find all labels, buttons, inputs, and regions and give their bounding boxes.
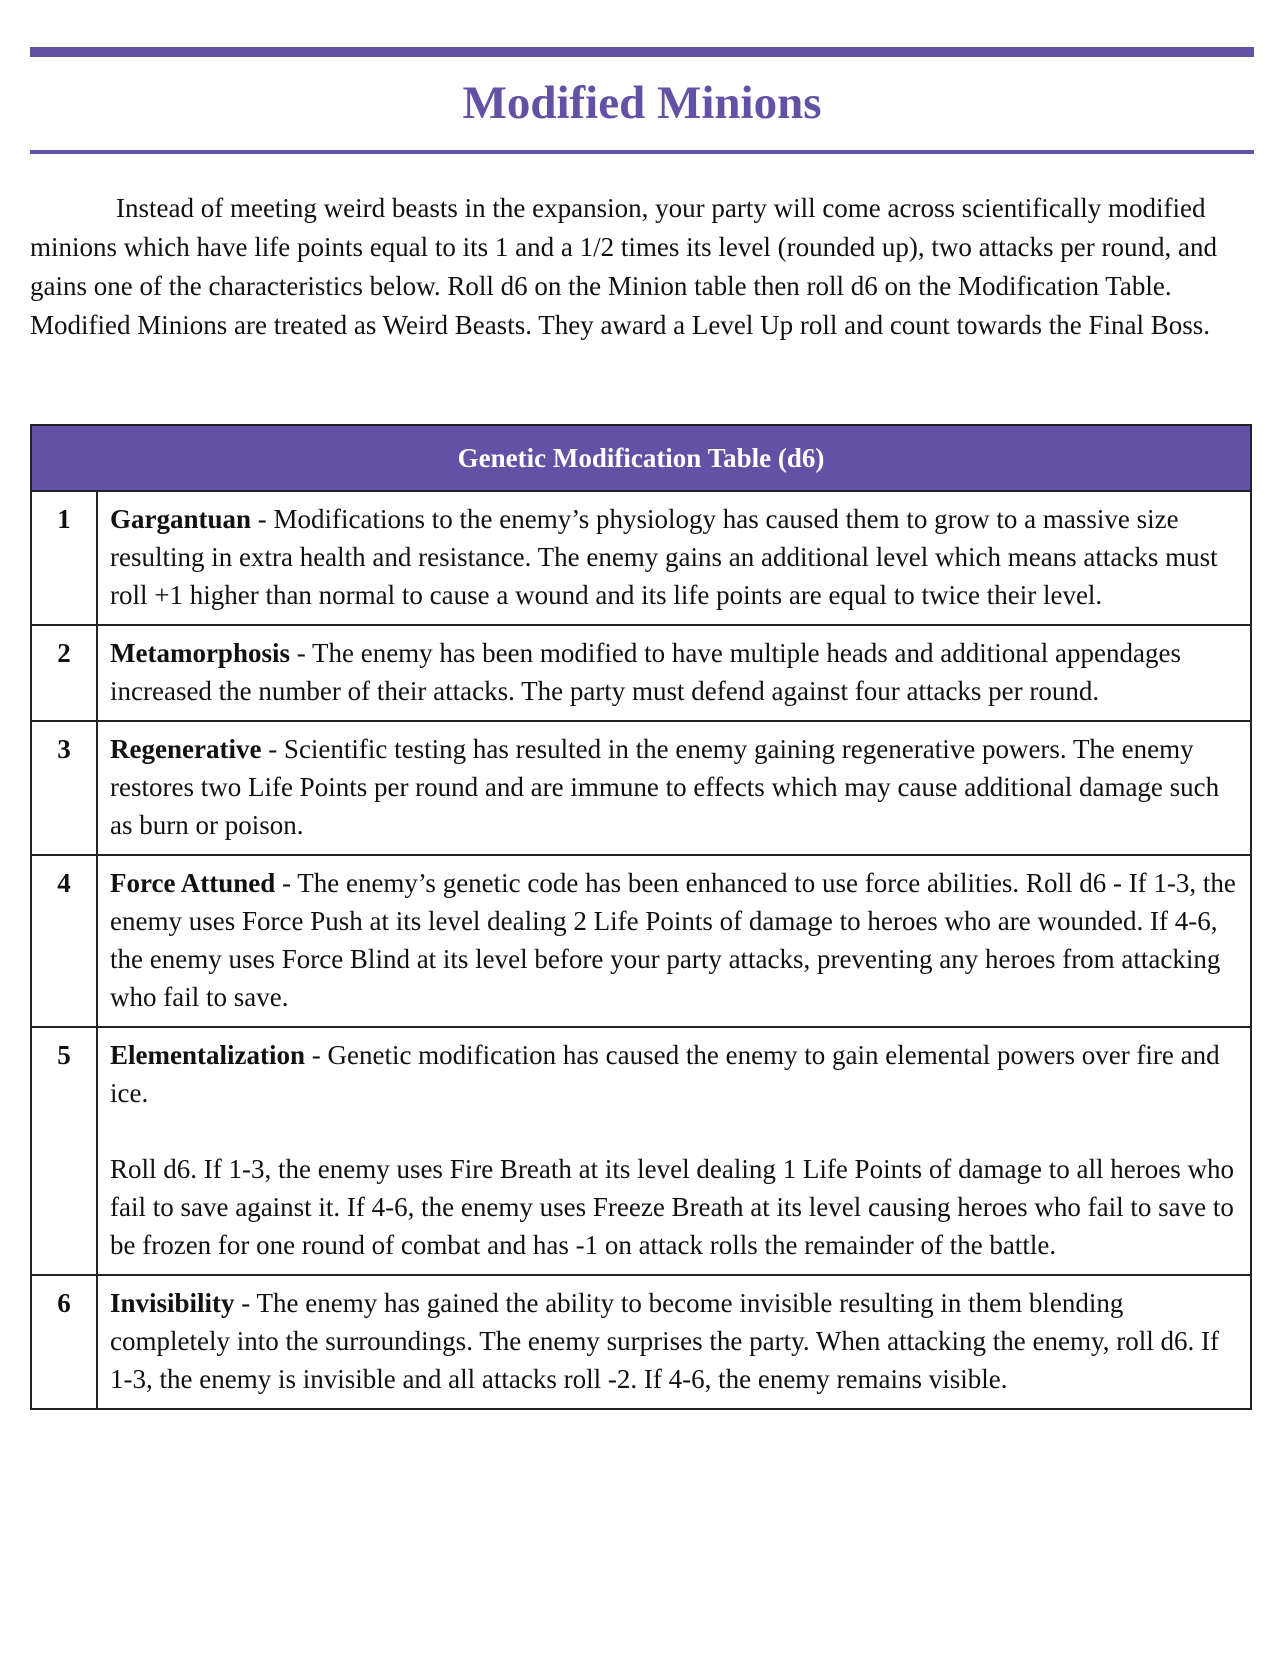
table-row bbox=[31, 721, 1251, 855]
modification-name: Regenerative bbox=[110, 734, 262, 764]
modification-description bbox=[97, 1275, 1251, 1409]
table-row bbox=[31, 1275, 1251, 1409]
intro-paragraph: Instead of meeting weird beasts in the expansion, your party will come across scientifically modified minions which have life points equal to its 1 and a 1/2 times its level (rounded up), two attacks per round, and gains one of the characteristics below. Roll d6 on the Minion table then roll d6 on the Modification Table. Modified Minions are treated as Weird Beasts. They award a Level Up roll and count towards the Final Boss. bbox=[30, 193, 1217, 340]
roll-number: 6 bbox=[31, 1275, 97, 1409]
modification-name: Force Attuned bbox=[110, 868, 276, 898]
table-header: Genetic Modification Table (d6) bbox=[31, 425, 1251, 491]
table-header-row bbox=[31, 425, 1251, 491]
modification-description bbox=[97, 1027, 1251, 1275]
modification-text: - The enemy has been modified to have multiple heads and additional appendages increased the number of their attacks. The party must defend against four attacks per round. bbox=[110, 638, 1181, 706]
roll-number: 1 bbox=[31, 491, 97, 625]
roll-number: 5 bbox=[31, 1027, 97, 1275]
modification-text: - Genetic modification has caused the enemy to gain elemental powers over fire and ice. bbox=[110, 1040, 1220, 1108]
top-rule bbox=[30, 47, 1254, 57]
title-rule bbox=[30, 150, 1254, 154]
table-row bbox=[31, 491, 1251, 625]
modification-name: Invisibility bbox=[110, 1288, 235, 1318]
table-row bbox=[31, 855, 1251, 1027]
modification-description bbox=[97, 721, 1251, 855]
modification-name: Metamorphosis bbox=[110, 638, 290, 668]
modification-text: - Scientific testing has resulted in the enemy gaining regenerative powers. The enemy restores two Life Points per round and are immune to effects which may cause additional damage such as burn or poison. bbox=[110, 734, 1220, 840]
table-row bbox=[31, 1027, 1251, 1275]
page-title: Modified Minions bbox=[462, 77, 822, 129]
modification-text-roll: Roll d6. If 1-3, the enemy uses Fire Breath at its level dealing 1 Life Points of damage to all heroes who fail to save against it. If 4-6, the enemy uses Freeze Breath at its level causing heroes who fail to save to be frozen for one round of combat and has -1 on attack rolls the remainder of the battle. bbox=[110, 1154, 1234, 1260]
modification-description bbox=[97, 855, 1251, 1027]
modification-name: Gargantuan bbox=[110, 504, 252, 534]
modification-text: - The enemy’s genetic code has been enhanced to use force abilities. Roll d6 - If 1-3, the enemy uses Force Push at its level dealing 2 Life Points of damage to heroes who are wounded. If 4-6, the enemy uses Force Blind at its level before your party attacks, preventing any heroes from attacking who fail to save. bbox=[110, 868, 1236, 1012]
genetic-modification-table bbox=[30, 424, 1252, 1410]
roll-number: 3 bbox=[31, 721, 97, 855]
modification-description bbox=[97, 625, 1251, 721]
modification-text: - Modifications to the enemy’s physiology has caused them to grow to a massive size resulting in extra health and resistance. The enemy gains an additional level which means attacks must roll +1 higher than normal to cause a wound and its life points are equal to twice their level. bbox=[110, 504, 1218, 610]
table-row bbox=[31, 625, 1251, 721]
modification-name: Elementalization bbox=[110, 1040, 305, 1070]
modification-text: - The enemy has gained the ability to become invisible resulting in them blending completely into the surroundings. The enemy surprises the party. When attacking the enemy, roll d6. If 1-3, the enemy is invisible and all attacks roll -2. If 4-6, the enemy remains visible. bbox=[110, 1288, 1219, 1394]
modification-description bbox=[97, 491, 1251, 625]
roll-number: 2 bbox=[31, 625, 97, 721]
roll-number: 4 bbox=[31, 855, 97, 1027]
